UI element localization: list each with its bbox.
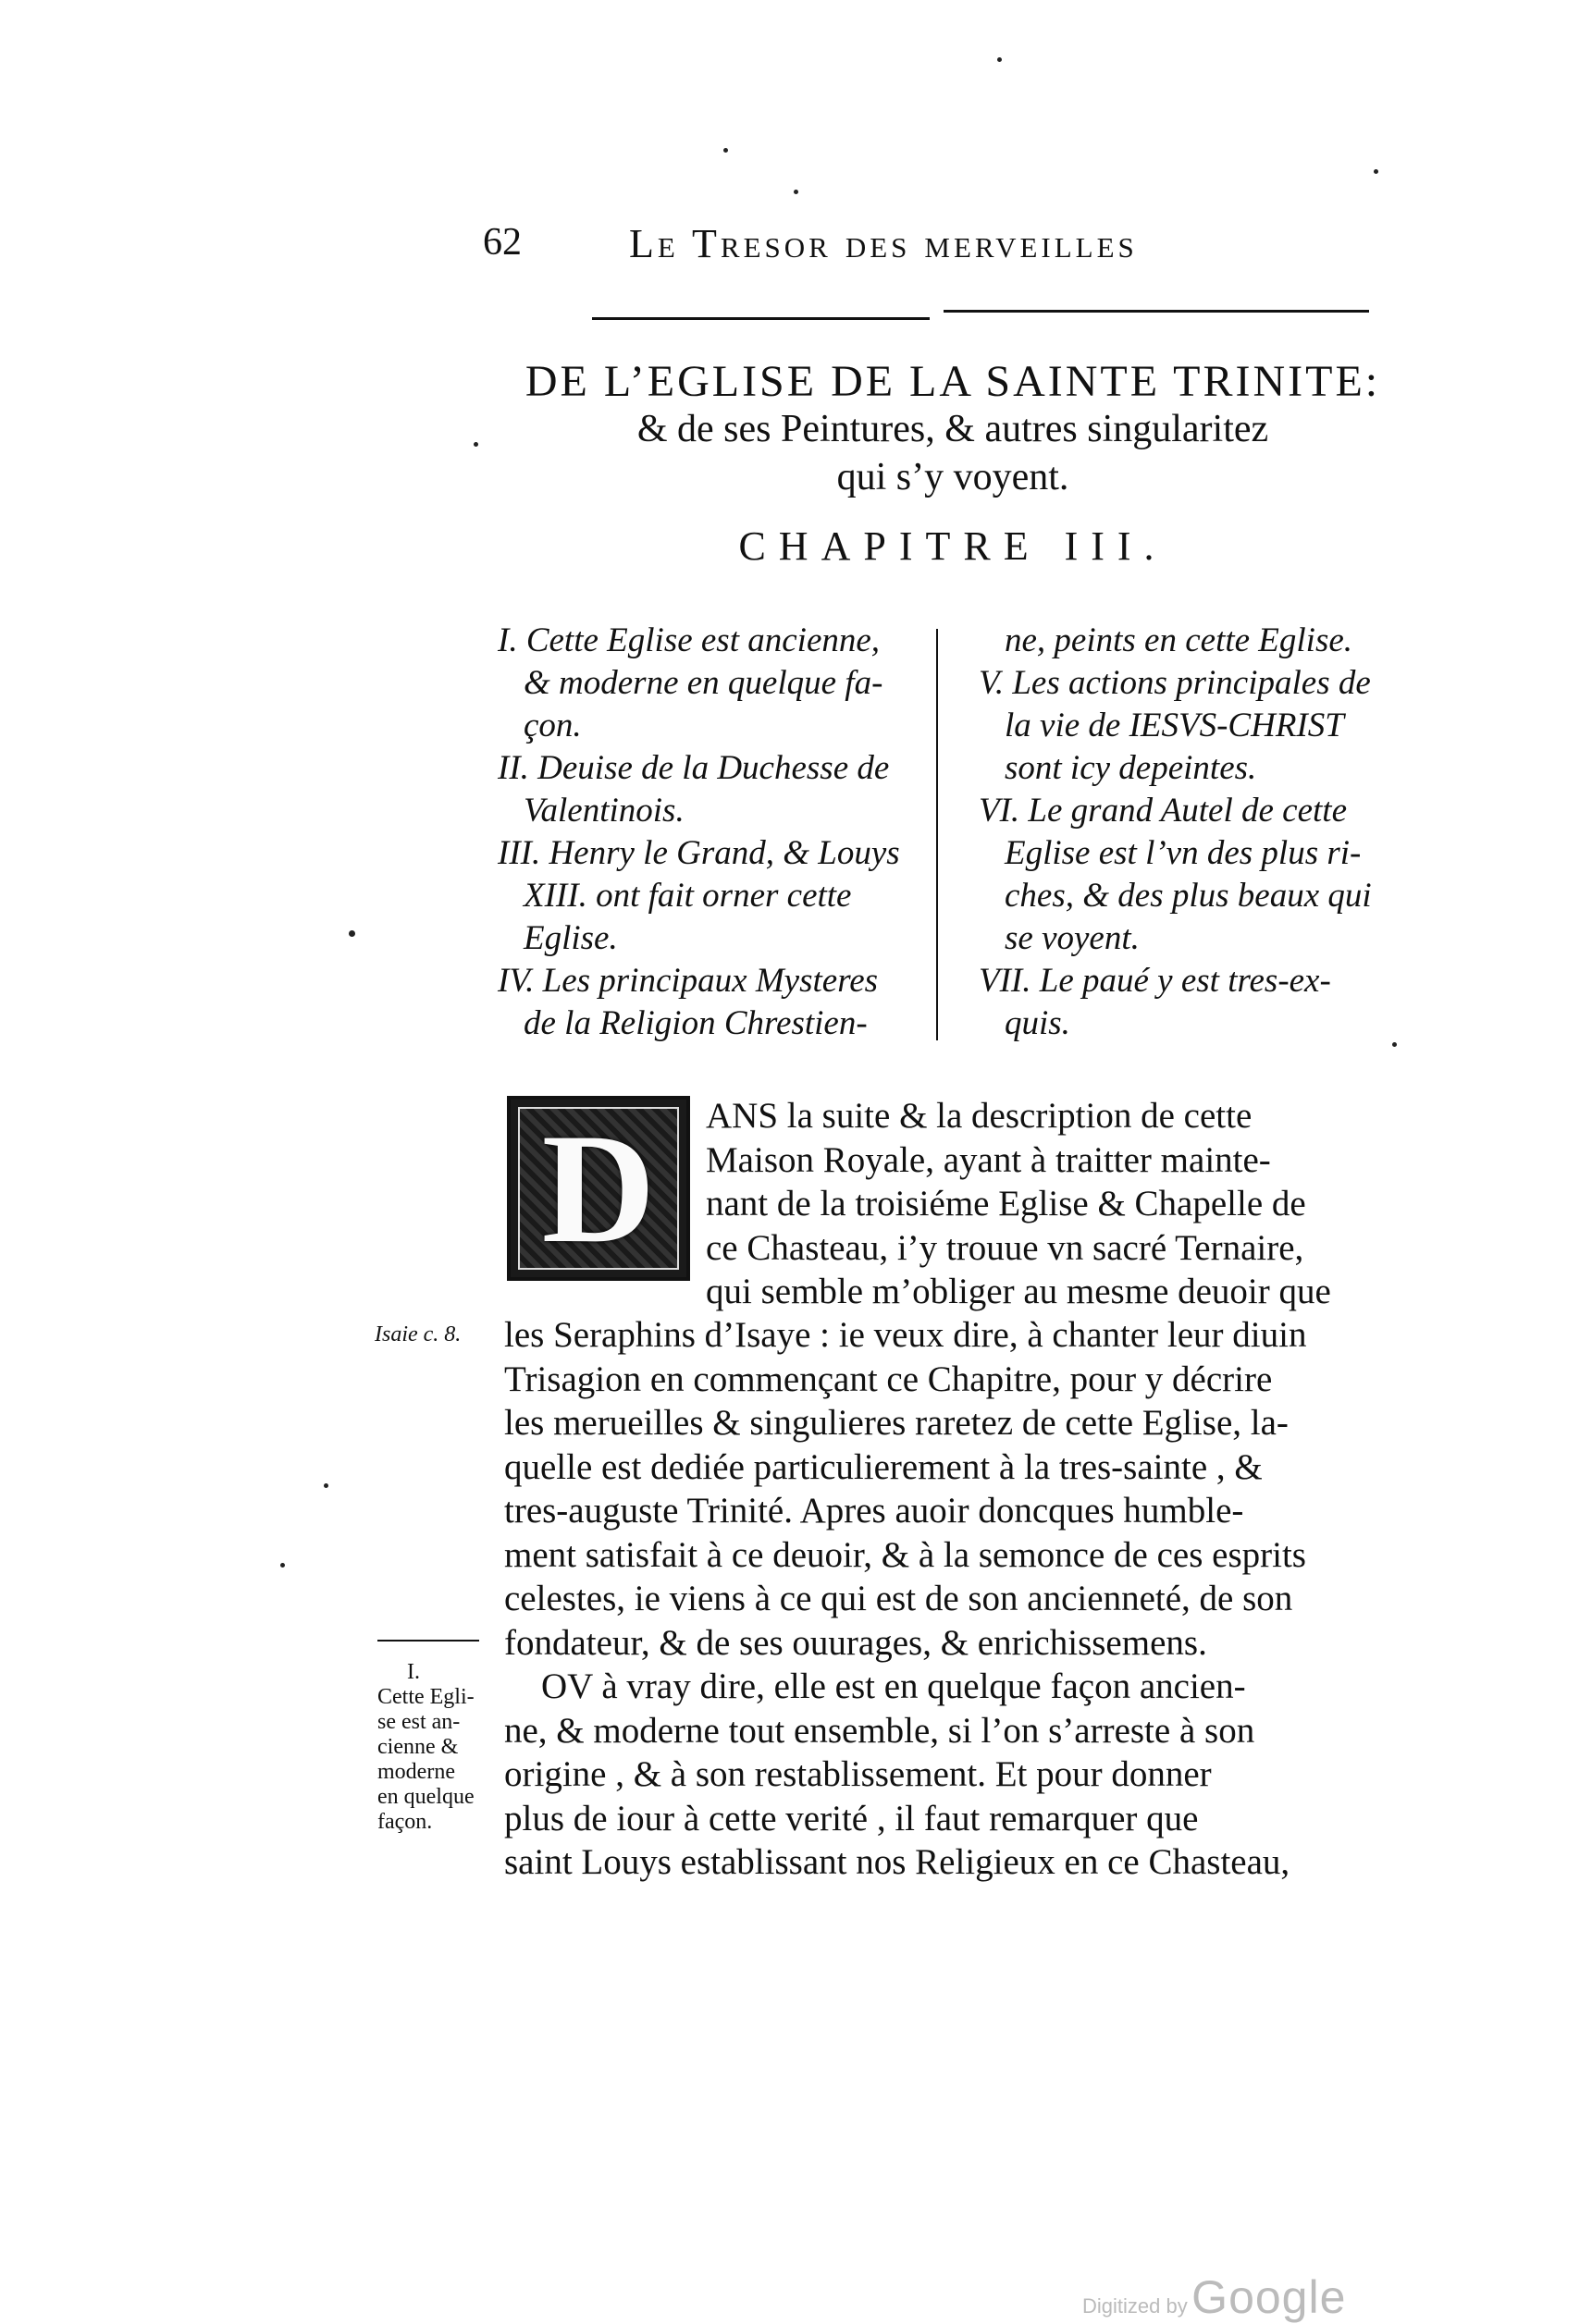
margin-note-block (377, 1660, 498, 1835)
summary-line: XIII. ont fait orner cette (524, 877, 852, 915)
margin-note-line: moderne (377, 1760, 455, 1784)
summary-line: quis. (1005, 1004, 1070, 1042)
summary-line: Valentinois. (524, 792, 685, 830)
summary-left-column (498, 620, 932, 1045)
summary-line: Eglise. (524, 919, 618, 957)
section-title-line-3: qui s’y voyent. (836, 456, 1069, 498)
running-title: Le Tresor des merveilles (629, 221, 1138, 266)
body-line: qui semble m’obliger au mesme deuoir que (706, 1272, 1331, 1311)
summary-line: I. Cette Eglise est ancienne, (498, 621, 881, 659)
body-line: ce Chasteau, i’y trouue vn sacré Ternaire, (706, 1227, 1304, 1268)
body-line: Trisagion en commençant ce Chapitre, pour y décrire (504, 1359, 1273, 1399)
margin-note-line: en quelque (377, 1785, 475, 1809)
body-text-main (504, 1313, 1306, 1885)
summary-line: Eglise est l’vn des plus ri- (1005, 834, 1362, 872)
body-line: quelle est dediée particulierement à la tres-sainte , & (504, 1446, 1263, 1487)
summary-line: ches, & des plus beaux qui (1005, 877, 1372, 915)
drop-cap-ornament (507, 1096, 690, 1281)
section-title-line-2: & de ses Peintures, & autres singularitez (636, 408, 1269, 450)
margin-note-line: Cette Egli- (377, 1685, 475, 1709)
body-line: celestes, ie viens à ce qui est de son ancienneté, de son (504, 1579, 1293, 1618)
summary-line: & moderne en quelque fa- (524, 664, 883, 702)
body-line: nant de la troisiéme Eglise & Chapelle de (706, 1184, 1306, 1223)
drop-cap-letter: D (541, 1101, 656, 1275)
body-line: OV à vray dire, elle est en quelque façon ancien- (541, 1666, 1246, 1706)
summary-line: II. Deuise de la Duchesse de (498, 749, 890, 787)
summary-right-column (979, 620, 1413, 1045)
summary-line: çon. (524, 707, 582, 744)
header-rule-left (592, 317, 930, 320)
body-line: les Seraphins d’Isaye : ie veux dire, à chanter leur diuin (504, 1315, 1307, 1355)
body-line: origine , & à son restablissement. Et pour donner (504, 1754, 1212, 1794)
margin-note-rule (377, 1640, 479, 1642)
summary-line: VII. Le paué y est tres-ex- (979, 962, 1331, 1000)
margin-note-isaie: Isaie c. 8. (375, 1322, 462, 1346)
digitized-watermark (1082, 2270, 1346, 2324)
summary-line: III. Henry le Grand, & Louys (498, 834, 900, 872)
summary-line: V. Les actions principales de (979, 664, 1371, 702)
chapter-label: CHAPITRE III. (738, 523, 1167, 569)
summary-line: se voyent. (1005, 919, 1140, 957)
summary-line: IV. Les principaux Mysteres (498, 962, 879, 1000)
margin-note-line: se est an- (377, 1710, 461, 1734)
body-line: Maison Royale, ayant à traitter mainte- (706, 1139, 1271, 1180)
summary-line: la vie de IESVS-CHRIST (1005, 707, 1344, 744)
watermark-prefix: Digitized by (1082, 2294, 1188, 2318)
body-line: plus de iour à cette verité , il faut remarquer que (504, 1798, 1199, 1838)
body-line: fondateur, & de ses ouurages, & enrichissemens. (504, 1622, 1207, 1663)
column-divider (936, 629, 938, 1040)
margin-note-line: I. (407, 1660, 420, 1684)
body-line: ment satisfait à ce deuoir, & à la semonce de ces esprits (504, 1534, 1306, 1575)
watermark-brand: Google (1191, 2271, 1347, 2323)
summary-line: ne, peints en cette Eglise. (1005, 621, 1353, 659)
body-line: ANS la suite & la description de cette (706, 1096, 1253, 1136)
header-rule-right (944, 310, 1369, 313)
margin-note-line: façon. (377, 1810, 433, 1834)
section-title-line-1: DE L’EGLISE DE LA SAINTE TRINITE: (524, 357, 1381, 406)
body-line: les merueilles & singulieres raretez de cette Eglise, la- (504, 1403, 1289, 1443)
page-number: 62 (483, 221, 522, 264)
summary-line: de la Religion Chrestien- (524, 1004, 868, 1042)
body-text-upper (706, 1094, 1331, 1314)
margin-note-line: cienne & (377, 1735, 459, 1759)
body-line: tres-auguste Trinité. Apres auoir doncques humble- (504, 1491, 1244, 1531)
summary-line: sont icy depeintes. (1005, 749, 1257, 787)
body-line: saint Louys establissant nos Religieux en ce Chasteau, (504, 1842, 1290, 1882)
body-line: ne, & moderne tout ensemble, si l’on s’arreste à son (504, 1710, 1255, 1751)
summary-line: VI. Le grand Autel de cette (979, 792, 1347, 830)
